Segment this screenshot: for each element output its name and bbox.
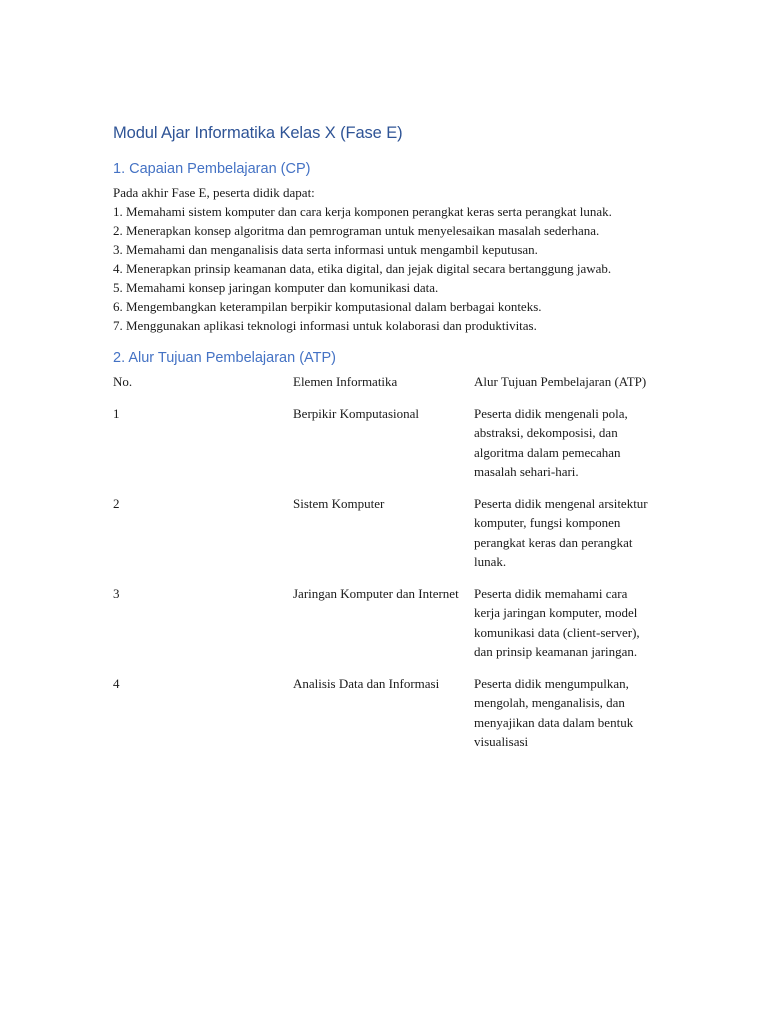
cp-intro: Pada akhir Fase E, peserta didik dapat: xyxy=(113,185,315,200)
cell-elemen: Analisis Data dan Informasi xyxy=(293,675,440,691)
cp-item: 1. Memahami sistem komputer dan cara kerja komponen perangkat keras serta perangkat lunak. xyxy=(113,204,612,219)
document-page xyxy=(113,124,653,764)
cell-atp: Peserta didik mengumpulkan, mengolah, menganalisis, dan menyajikan data dalam bentuk visualisasi xyxy=(474,675,634,749)
cp-item: 2. Menerapkan konsep algoritma dan pemrograman untuk menyelesaikan masalah sederhana. xyxy=(113,223,600,238)
table-header-row xyxy=(113,372,663,404)
column-header-no: No. xyxy=(113,374,133,389)
document-title: Modul Ajar Informatika Kelas X (Fase E) xyxy=(113,124,403,142)
cp-item: 3. Memahami dan menganalisis data serta informasi untuk mengambil keputusan. xyxy=(113,242,538,257)
cell-elemen: Jaringan Komputer dan Internet xyxy=(293,585,459,601)
cp-list xyxy=(113,202,653,335)
section-heading-atp: 2. Alur Tujuan Pembelajaran (ATP) xyxy=(113,350,336,366)
cell-atp: Peserta didik mengenal arsitektur komputer, fungsi komponen perangkat keras dan perangkat lunak. xyxy=(474,495,648,569)
cell-no: 2 xyxy=(113,495,120,511)
atp-table xyxy=(113,372,663,764)
cell-no: 4 xyxy=(113,675,120,691)
column-header-atp: Alur Tujuan Pembelajaran (ATP) xyxy=(474,374,647,389)
cp-item: 6. Mengembangkan keterampilan berpikir komputasional dalam berbagai konteks. xyxy=(113,299,542,314)
table-row xyxy=(113,584,663,674)
cell-atp: Peserta didik memahami cara kerja jaringan komputer, model komunikasi data (client-server), dan prinsip keamanan jaringan. xyxy=(474,585,640,659)
cell-atp: Peserta didik mengenali pola, abstraksi, dekomposisi, dan algoritma dalam pemecahan masalah sehari-hari. xyxy=(474,405,628,479)
cell-no: 1 xyxy=(113,405,120,421)
table-row xyxy=(113,494,663,584)
table-row xyxy=(113,404,663,494)
cp-item: 4. Menerapkan prinsip keamanan data, etika digital, dan jejak digital secara bertanggung jawab. xyxy=(113,261,612,276)
column-header-elemen: Elemen Informatika xyxy=(293,374,398,389)
table-row xyxy=(113,674,663,764)
cp-item: 7. Menggunakan aplikasi teknologi informasi untuk kolaborasi dan produktivitas. xyxy=(113,318,537,333)
cell-no: 3 xyxy=(113,585,120,601)
section-heading-cp: 1. Capaian Pembelajaran (CP) xyxy=(113,161,311,177)
cp-item: 5. Memahami konsep jaringan komputer dan komunikasi data. xyxy=(113,280,439,295)
cell-elemen: Sistem Komputer xyxy=(293,495,385,511)
cell-elemen: Berpikir Komputasional xyxy=(293,405,420,421)
